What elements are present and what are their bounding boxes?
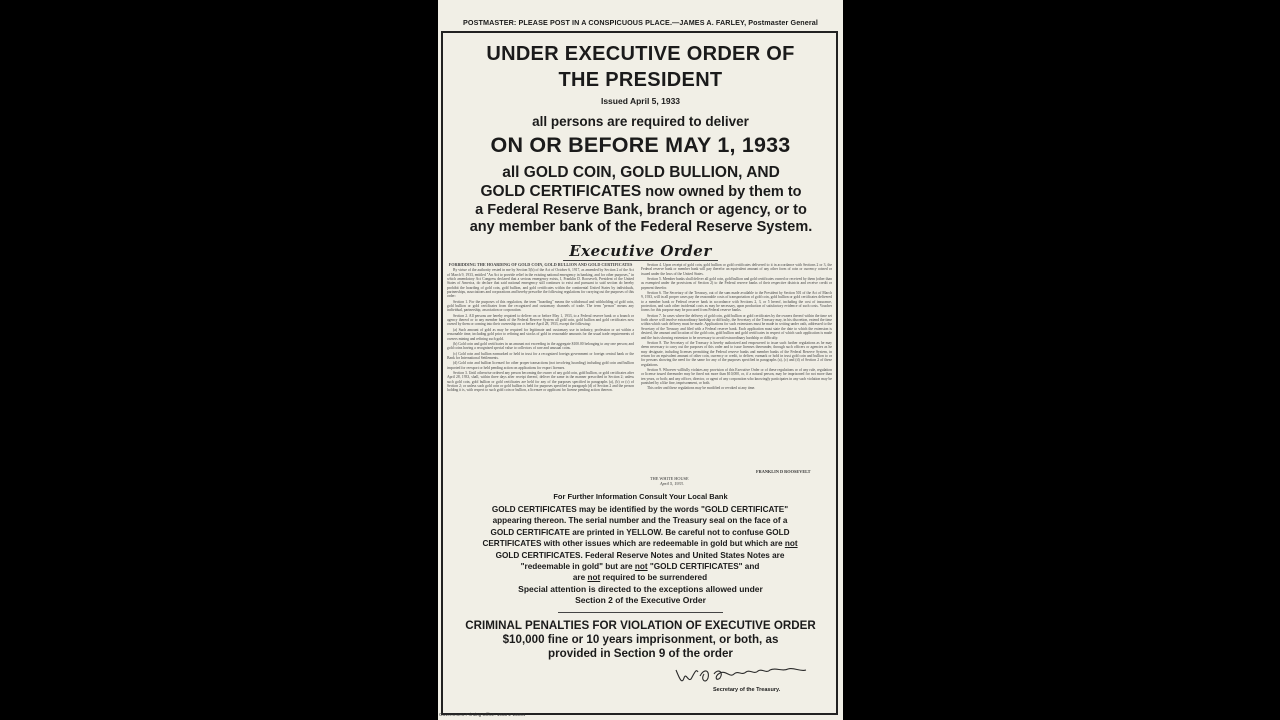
gold-certificate-identification <box>442 504 838 584</box>
cert-line-3 <box>442 527 838 538</box>
gold-line-3: a Federal Reserve Bank, branch or agency, or to <box>475 202 807 218</box>
order-paragraph: Section 3. Until otherwise ordered any person becoming the owner of any gold coin, gold bullion, or gold certificates after April 28, 1933, shall, within three days after receipt thereof, deliver the same in the manner prescribed in Section 2; unless such gold coin, gold bullion or gold certificates are held for any of the purposes specified in paragraphs (a), (b) or (c) of Section 2; or unless such gold coin or gold bullion is held for purposes specified in paragraph (d) of Section 2 and the person holding it is, with respect to such gold coin or bullion, a licensee or applicant for license pending action thereon. <box>447 370 634 393</box>
criminal-penalties <box>438 619 843 661</box>
white-house-date: April 5, 1933. <box>660 481 684 486</box>
cert-line-4 <box>442 538 838 549</box>
cert-term: GOLD <box>765 527 790 537</box>
order-paragraph: Section 7. In cases where the delivery of gold coin, gold bullion or gold certificates by the owners thereof within the time set forth above will involve extraordinary hardship or difficulty, the Secretary of the Treasury may, in his discretion, extend the time within which such delivery must be made. Applications for such extensions must be made in writing under oath, addressed to the Secretary of the Treasury and filed with a Federal reserve bank. Each application must state the date to which the extension is desired, the amount and location of the gold coin, gold bullion and gold certificates in respect of which such application is made and the facts showing extension to be necessary to avoid extraordinary hardship or difficulty. <box>641 313 832 340</box>
cert-text: "redeemable in gold" but are <box>520 562 635 572</box>
divider-rule <box>558 612 723 613</box>
cert-term: CERTIFICATES <box>482 539 542 549</box>
criminal-line-3: provided in Section 9 of the order <box>548 647 733 660</box>
order-paragraph: Section 2. All persons are hereby required to deliver on or before May 1, 1933, to a Federal reserve bank or a branch or agency thereof or to any member bank of the Federal Reserve System all gold coin, gold bullion and gold certificates now owned by them or coming into their ownership on or before April 28, 1933, except the following: <box>447 313 634 327</box>
cert-term: "GOLD CERTIFICATE" <box>700 505 789 514</box>
cert-text: with other issues which are redeemable in gold but which are <box>541 539 785 549</box>
cert-text: are <box>572 573 588 583</box>
title-line-2: THE PRESIDENT <box>558 69 723 91</box>
special-attention <box>438 584 843 606</box>
gold-line-1: all GOLD COIN, GOLD BULLION, AND <box>502 164 780 181</box>
order-paragraph: Section 6. The Secretary of the Treasury, out of the sum made available to the President by Section 501 of the Act of March 9, 1933, will in all proper cases pay the reasonable costs of transportation of gold coin, gold bullion or gold certificates delivered to a member bank or Federal reserve bank in accordance with Sections 2, 3, or 5 hereof, including the cost of insurance, protection, and such other incidental costs as may be necessary, upon production of satisfactory evidence of such costs. Voucher forms for this purpose may be procured from Federal reserve banks. <box>641 291 832 313</box>
cert-text: . Be careful not to confuse <box>660 527 766 537</box>
cert-text: are printed in <box>569 527 627 537</box>
cert-text: may be identified by the words <box>576 505 701 514</box>
gold-line-2-rest: now owned by them to <box>641 184 802 200</box>
cert-line-7 <box>442 572 838 583</box>
order-paragraph: (d) Gold coin and bullion licensed for other proper transactions (not involving hoarding) including gold coin and bullion imported for reexport or held pending action on applications for export licenses. <box>447 361 634 370</box>
cert-term: GOLD CERTIFICATE <box>490 527 570 537</box>
order-paragraph: Section 1. For the purposes of this regulation, the term "hoarding" means the withdrawal and withholding of gold coin, gold bullion or gold certificates from the recognized and customary channels of trade. The term "person" means any individual, partnership, association or corporation. <box>447 299 634 313</box>
gold-line-4: any member bank of the Federal Reserve System. <box>469 219 813 235</box>
order-text-left-column <box>447 263 634 487</box>
underlined-not: not <box>634 562 648 572</box>
cert-line-1 <box>442 504 838 515</box>
underlined-not: not <box>784 539 798 549</box>
order-paragraph: Section 5. Member banks shall deliver all gold coin, gold bullion and gold certificates owned or received by them (other than as exempted under the provisions of Section 2) to the Federal reserve banks of their respective districts and receive credit or payment therefor. <box>641 277 832 290</box>
gold-line-2 <box>446 183 836 201</box>
order-paragraph: Section 9. Whoever willfully violates any provision of this Executive Order or of these regulations or of any rule, regulation or license issued thereunder may be fined not more than $10,000, or, if a natural person, may be imprisoned for not more than ten years, or both; and any officer, director, or agent of any corporation who knowingly participates in any such violation may be punished by a like fine, imprisonment, or both. <box>641 367 832 385</box>
white-house-label: THE WHITE HOUSE <box>650 476 689 481</box>
cert-text: . Federal Reserve Notes and United States Notes are <box>580 550 785 560</box>
special-line-1: Special attention is directed to the exceptions allowed under <box>518 584 763 594</box>
order-subheading: FORBIDDING THE HOARDING OF GOLD COIN, GOLD BULLION AND GOLD CERTIFICATES <box>448 263 633 267</box>
poster-page <box>438 0 843 720</box>
cert-color: YELLOW <box>626 527 661 537</box>
consult-bank-note: For Further Information Consult Your Local Bank <box>553 492 728 501</box>
cert-text: required to be surrendered <box>600 573 708 583</box>
cert-line-2: appearing thereon. The serial number and the Treasury seal on the face of a <box>492 516 788 526</box>
criminal-line-1: CRIMINAL PENALTIES FOR VIOLATION OF EXECUTIVE ORDER <box>465 619 816 632</box>
president-signature: FRANKLIN D ROOSEVELT <box>756 469 811 474</box>
heading-rule <box>563 260 718 261</box>
cert-line-6 <box>442 561 838 572</box>
cert-text: "GOLD CERTIFICATES" and <box>647 562 760 572</box>
criminal-line-2: $10,000 fine or 10 years imprisonment, or both, as <box>502 633 779 646</box>
handwritten-signature <box>670 660 830 700</box>
order-paragraph: (a) Such amount of gold as may be required for legitimate and customary use in industry, profession or art within a reasonable time, including gold prior to refining and stocks of gold in reasonable amounts for the usual trade requirements of owners mining and refining such gold. <box>447 327 634 341</box>
cert-line-5 <box>442 550 838 561</box>
deadline-heading: ON OR BEFORE MAY 1, 1933 <box>490 133 791 157</box>
required-text: all persons are required to deliver <box>532 114 749 129</box>
cert-term: GOLD CERTIFICATES <box>495 550 581 560</box>
cert-term: GOLD CERTIFICATES <box>491 505 577 514</box>
issued-date: Issued April 5, 1933 <box>600 96 681 106</box>
gold-certificates-emphasis: GOLD CERTIFICATES <box>480 183 642 200</box>
executive-order-heading: Executive Order <box>569 242 712 260</box>
printing-office-footer: Government Printing Office: 1933 2-16064 <box>439 712 526 717</box>
order-paragraph: (c) Gold coin and bullion earmarked or held in trust for a recognized foreign government or foreign central bank or the Bank for International Settlements. <box>447 351 634 360</box>
special-line-2: Section 2 of the Executive Order <box>575 595 706 605</box>
title-line-1: UNDER EXECUTIVE ORDER OF <box>486 43 795 65</box>
order-paragraph: (b) Gold coin and gold certificates in an amount not exceeding in the aggregate $100.00 belonging to any one person; and gold coins having a recognized special value to collectors of rare and unusual coins. <box>447 341 634 351</box>
postmaster-notice: POSTMASTER: PLEASE POST IN A CONSPICUOUS PLACE.—JAMES A. FARLEY, Postmaster General <box>463 18 818 27</box>
order-paragraph: By virtue of the authority vested in me by Section 5(b) of the Act of October 6, 1917, as amended by Section 2 of the Act of March 9, 1933, entitled "An Act to provide relief in the existing national emergency in banking, and for other purposes," in which amendatory Act Congress declared that a serious emergency exists, I, Franklin D. Roosevelt, President of the United States of America, do declare that said national emergency still continues to exist and pursuant to said section do hereby prohibit the hoarding of gold coin, gold bullion, and gold certificates within the continental United States by individuals, partnerships, associations and corporations and hereby prescribe the following regulations for carrying out the purposes of this order: <box>447 268 634 299</box>
order-paragraph: Section 8. The Secretary of the Treasury is hereby authorized and empowered to issue such further regulations as he may deem necessary to carry out the purposes of this order and to issue licenses thereunder, through such officers or agencies as he may designate, including licenses permitting the Federal reserve banks and member banks of the Federal Reserve System, in return for an equivalent amount of other coin, currency or credit, to deliver, earmark or hold in trust gold coin and bullion to or for persons showing the need for the same for any of the purposes specified in paragraphs (a), (c) and (d) of Section 2 of these regulations. <box>641 340 832 367</box>
underlined-not: not <box>587 573 601 583</box>
order-paragraph: Section 4. Upon receipt of gold coin, gold bullion or gold certificates delivered to it in accordance with Sections 2 or 3, the Federal reserve bank or member bank will pay therefor an equivalent amount of any other form of coin or currency coined or issued under the laws of the United States. <box>641 263 832 276</box>
order-paragraph: This order and these regulations may be modified or revoked at any time. <box>647 386 756 391</box>
order-text-right-column <box>641 263 832 469</box>
secretary-title: Secretary of the Treasury. <box>713 687 781 693</box>
